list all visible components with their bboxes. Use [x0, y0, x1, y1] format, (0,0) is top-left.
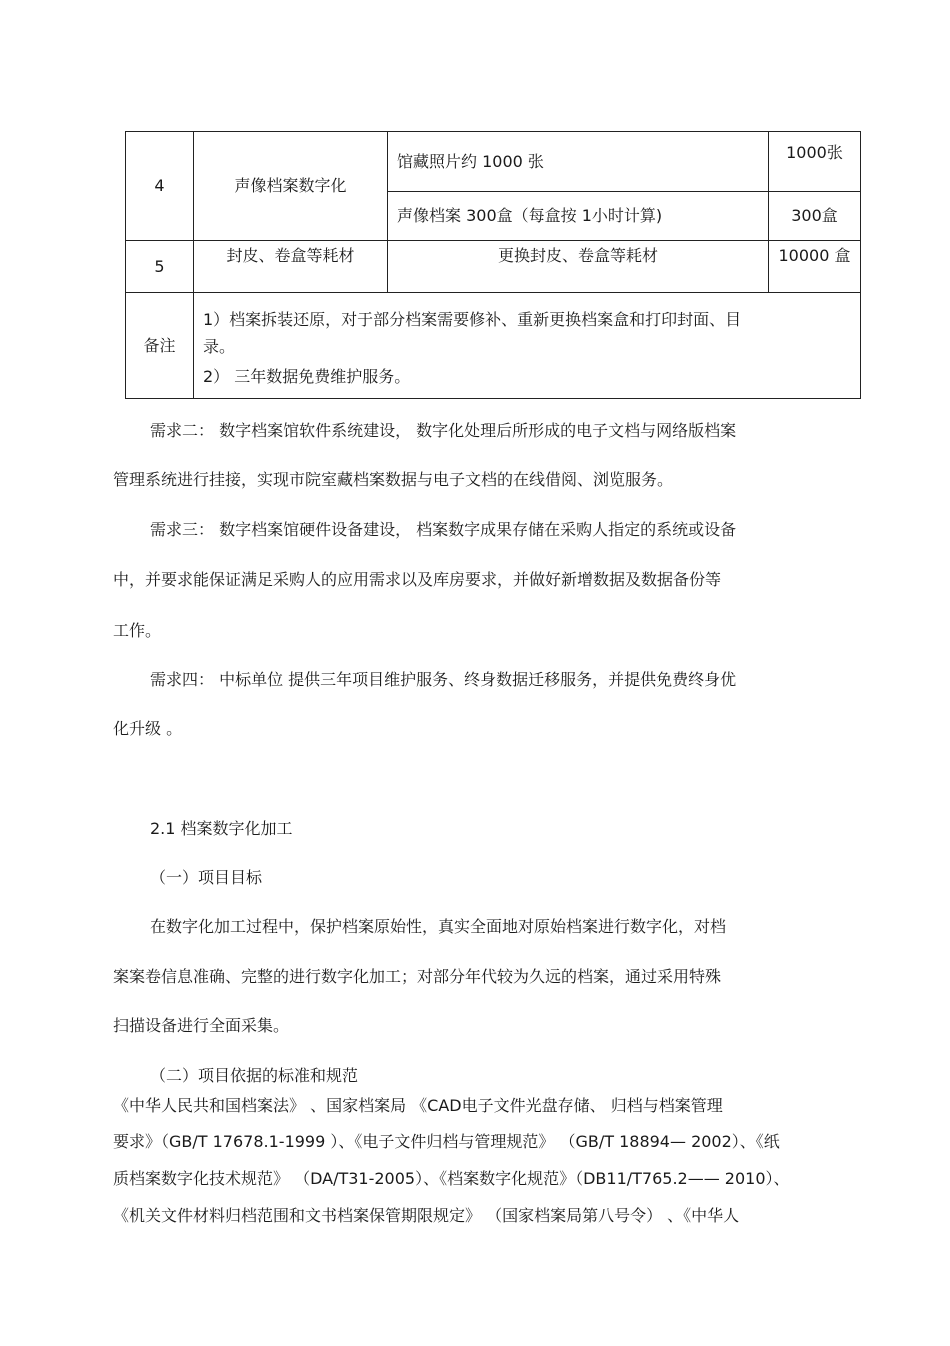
row-number: 5 — [126, 241, 194, 293]
table-row — [126, 293, 861, 399]
requirement-3-line2: 中，并要求能保证满足采购人的应用需求以及库房要求，并做好新增数据及数据备份等 — [113, 570, 722, 589]
requirement-3-line3: 工作。 — [113, 621, 162, 640]
notes-label: 备注 — [126, 293, 194, 399]
notes-cell — [194, 293, 861, 399]
table-row — [126, 241, 861, 293]
item-description: 馆藏照片约 1000 张 — [388, 132, 769, 192]
requirement-4-line1: 需求四： 中标单位 提供三年项目维护服务、终身数据迁移服务，并提供免费终身优 — [150, 670, 737, 689]
note-line: 2） 三年数据免费维护服务。 — [203, 367, 411, 386]
items-table — [125, 131, 861, 399]
section-title: 2.1 档案数字化加工 — [150, 819, 293, 838]
subsection-goal-title: （一）项目目标 — [150, 868, 263, 887]
requirement-2-line2: 管理系统进行挂接，实现市院室藏档案数据与电子文档的在线借阅、浏览服务。 — [113, 470, 674, 489]
standards-line3: 质档案数字化技术规范》 （DA/T31-2005）、《档案数字化规范》（DB11/T765.2—— 2010）、 — [113, 1169, 790, 1188]
requirement-4-line2: 化升级 。 — [113, 719, 183, 738]
row-number: 4 — [126, 132, 194, 241]
goal-line3: 扫描设备进行全面采集。 — [113, 1016, 290, 1035]
note-line: 录。 — [203, 337, 236, 356]
standards-line1: 《中华人民共和国档案法》 、国家档案局 《CAD电子文件光盘存储、 归档与档案管理 — [113, 1096, 723, 1115]
table-row — [126, 132, 861, 192]
item-description: 更换封皮、卷盒等耗材 — [388, 241, 769, 293]
standards-line4: 《机关文件材料归档范围和文书档案保管期限规定》 （国家档案局第八号令） 、《中华人 — [113, 1206, 740, 1225]
item-name: 声像档案数字化 — [194, 132, 388, 241]
standards-line2: 要求》（GB/T 17678.1-1999 ）、《电子文件归档与管理规范》 （GB/T 18894— 2002）、《纸 — [113, 1132, 780, 1151]
item-quantity: 10000 盒 — [769, 241, 861, 293]
item-quantity: 300盒 — [769, 192, 861, 241]
requirement-3-line1: 需求三： 数字档案馆硬件设备建设， 档案数字成果存储在采购人指定的系统或设备 — [150, 520, 737, 539]
requirement-2-line1: 需求二： 数字档案馆软件系统建设， 数字化处理后所形成的电子文档与网络版档案 — [150, 421, 737, 440]
goal-line2: 案案卷信息准确、完整的进行数字化加工；对部分年代较为久远的档案，通过采用特殊 — [113, 967, 722, 986]
item-description: 声像档案 300盒（每盒按 1小时计算) — [388, 192, 769, 241]
item-quantity: 1000张 — [769, 132, 861, 192]
subsection-standards-title: （二）项目依据的标准和规范 — [150, 1066, 359, 1085]
item-name: 封皮、卷盒等耗材 — [194, 241, 388, 293]
goal-line1: 在数字化加工过程中，保护档案原始性，真实全面地对原始档案进行数字化，对档 — [150, 917, 727, 936]
note-line: 1）档案拆装还原，对于部分档案需要修补、重新更换档案盒和打印封面、目 — [203, 310, 742, 329]
